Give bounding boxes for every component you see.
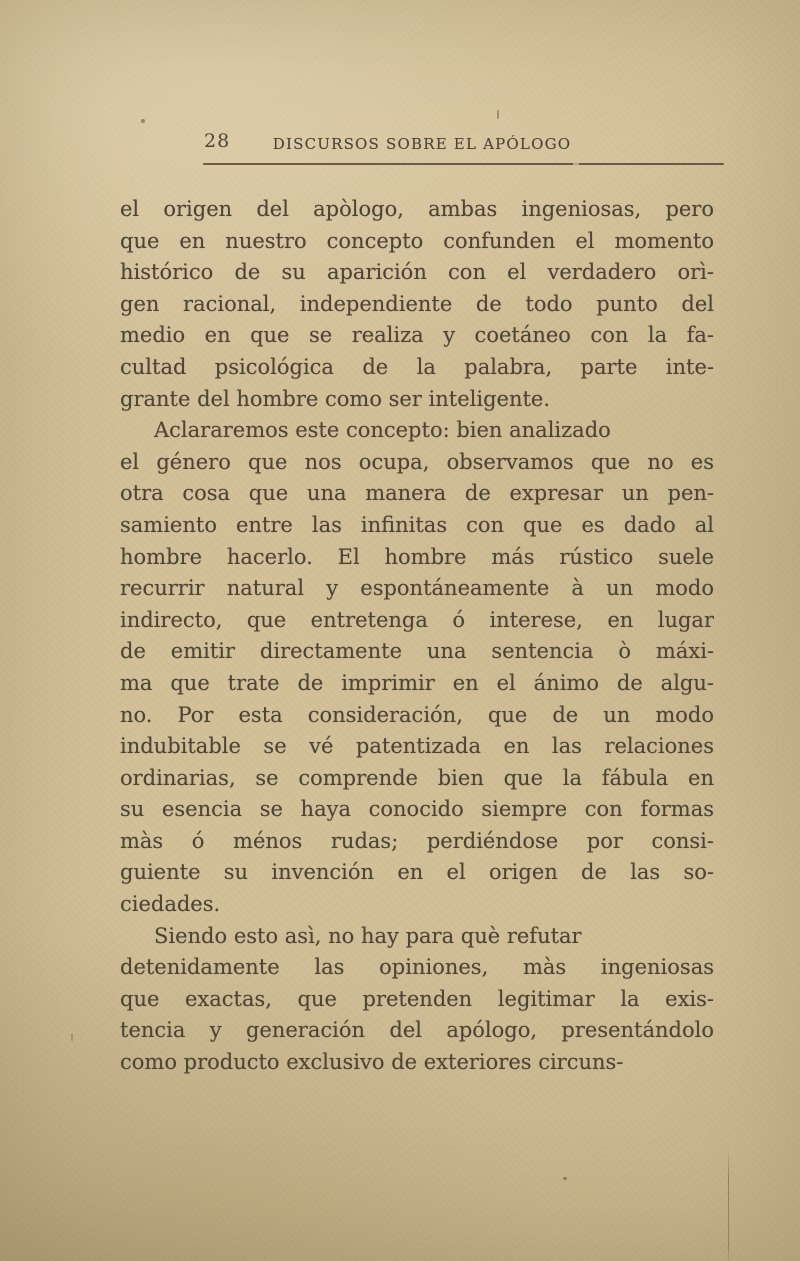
text-line: histórico de su aparición con el verdadero orì- xyxy=(120,260,714,285)
text-line: su esencia se haya conocido siempre con formas xyxy=(120,797,714,822)
text-line: ordinarias, se comprende bien que la fábula en xyxy=(120,765,714,790)
text-line: tencia y generación del apólogo, presentándolo xyxy=(120,1018,714,1043)
text-line: el género que nos ocupa, observamos que no es xyxy=(120,449,714,474)
paper-speck xyxy=(497,110,499,119)
text-line: que en nuestro concepto confunden el momento xyxy=(120,228,714,253)
page-body xyxy=(120,194,714,1079)
text-line: indirecto, que entretenga ó interese, en lugar xyxy=(120,607,714,632)
running-header-title: DISCURSOS SOBRE EL APÓLOGO xyxy=(272,135,572,153)
text-line: de emitir directamente una sentencia ò máxi- xyxy=(120,639,714,664)
paper-scratch xyxy=(728,1148,729,1261)
text-line: màs ó ménos rudas; perdiéndose por consi- xyxy=(120,828,714,853)
text-line: indubitable se vé patentizada en las relaciones xyxy=(120,734,714,759)
text-line: gen racional, independiente de todo punto del xyxy=(120,291,714,316)
text-line: hombre hacerlo. El hombre más rústico suele xyxy=(120,544,714,569)
text-line: ciedades. xyxy=(120,892,221,917)
text-line: medio en que se realiza y coetáneo con la fa- xyxy=(120,323,714,348)
text-line: recurrir natural y espontáneamente à un modo xyxy=(120,576,714,601)
text-line: samiento entre las infinitas con que es dado al xyxy=(120,512,714,537)
text-line: otra cosa que una manera de expresar un pen- xyxy=(120,481,714,506)
page-number: 28 xyxy=(204,130,231,152)
text-line: Aclararemos este concepto: bien analizado xyxy=(154,418,611,443)
text-line: guiente su invención en el origen de las so- xyxy=(120,860,714,885)
text-line: Siendo esto asì, no hay para què refutar xyxy=(154,923,582,948)
paper-speck xyxy=(563,1177,567,1180)
paper-speck xyxy=(71,1033,73,1041)
text-line: como producto exclusivo de exteriores circuns- xyxy=(120,1050,624,1075)
text-line: que exactas, que pretenden legitimar la exis- xyxy=(120,986,714,1011)
paper-speck xyxy=(141,119,145,123)
text-line: cultad psicológica de la palabra, parte inte- xyxy=(120,354,714,379)
header-rule xyxy=(203,163,724,165)
text-line: el origen del apòlogo, ambas ingeniosas, pero xyxy=(120,197,714,221)
text-line: grante del hombre como ser inteligente. xyxy=(120,386,551,411)
text-line: no. Por esta consideración, que de un modo xyxy=(120,702,714,727)
text-line: detenidamente las opiniones, màs ingeniosas xyxy=(120,955,714,980)
text-line: ma que trate de imprimir en el ánimo de algu- xyxy=(120,670,714,695)
